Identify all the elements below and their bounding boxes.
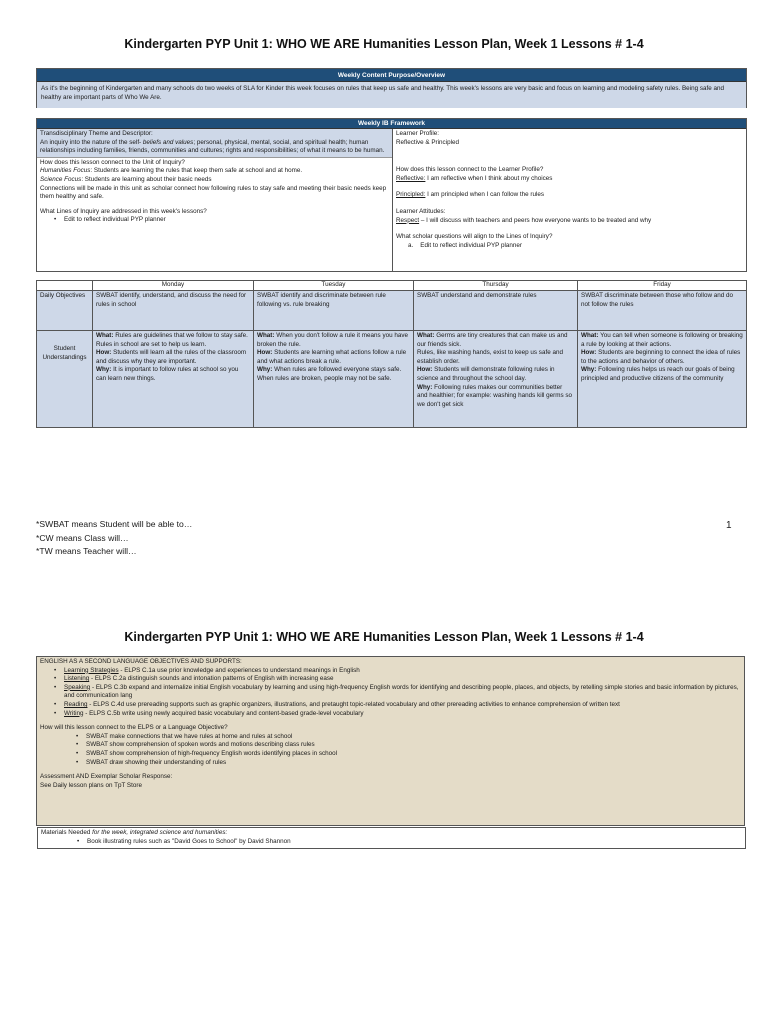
materials-label: Materials Needed for the week, integrated science and humanities: [41, 829, 228, 836]
understanding-cell: What: Germs are tiny creatures that can make us and our friends sick. Rules, like washing hands, exist to keep us safe and establish order. How: Students will demonstrate following rules in science and throughout the school day. Why: Following rules makes our communities better and healthier; for example: washing hands kill germs so we don't get sick [414, 331, 578, 428]
elps-box [36, 656, 745, 845]
respect-line: Respect – I will discuss with teachers and peers how everyone wants to be treated and why [396, 216, 652, 224]
understanding-cell: What: When you don't follow a rule it means you have broken the rule. How: Students are learning what actions follow a rule and what actions break a rule. Why: When rules are followed everyone stays safe. When rules are broken, people may not be safe. [254, 331, 414, 428]
ib-framework-box [36, 118, 747, 272]
page-title: Kindergarten PYP Unit 1: WHO WE ARE Humanities Lesson Plan, Week 1 Lessons # 1-4 [124, 37, 644, 51]
understanding-cell: What: Rules are guidelines that we follow to stay safe. Rules in school are set to help us learn. How: Students will learn all the rules of the classroom and discuss why they are important. Why: It is important to follow rules at school so you can learn new things. [93, 331, 254, 428]
assessment-text: See Daily lesson plans on TpT Store [40, 781, 142, 789]
principled-line: Principled: I am principled when I can follow the rules [396, 191, 545, 199]
footnote: *TW means Teacher will… [36, 546, 137, 556]
objective-cell: SWBAT identify and discriminate between rule following vs. rule breaking [254, 291, 414, 331]
materials-section [37, 827, 746, 849]
ib-header: Weekly IB Framework [37, 119, 746, 129]
science-focus: Science Focus: Students are learning about their basic needs [40, 175, 212, 183]
reflective-line: Reflective: I am reflective when I think about my choices [396, 174, 553, 182]
lines-item: • Edit to reflect individual PYP planner [64, 216, 389, 225]
connections-text: Connections will be made in this unit as scholar connect how following rules to stay safe and meeting their basic needs keep them healthy and safe. [40, 184, 387, 201]
corner-cell [37, 281, 93, 291]
elps-item: • Learning Strategies - ELPS C.1a use prior knowledge and experiences to understand meanings in English [64, 667, 741, 676]
theme-descriptor: An inquiry into the nature of the self- beliefs and values; personal, physical, mental, social, and spiritual health; human relationships including families, friends, communities and cultures; rights and responsibilities; of what it means to be human. [40, 138, 385, 155]
scholar-question: What scholar questions will align to the Lines of Inquiry? [396, 233, 553, 241]
footnote: *CW means Class will… [36, 532, 129, 543]
elps-header: ENGLISH AS A SECOND LANGUAGE OBJECTIVES AND SUPPORTS: [40, 658, 242, 665]
assessment-label: Assessment AND Exemplar Scholar Response: [40, 773, 173, 781]
row-label-understandings: Student Understandings [37, 331, 93, 428]
elps-item: • Writing - ELPS C.5b write using newly acquired basic vocabulary and content-based grade-level vocabulary [64, 710, 741, 719]
overview-header: Weekly Content Purpose/Overview [37, 69, 746, 82]
elps-connect-question: How will this lesson connect to the ELPS or a Language Objective? [40, 724, 228, 732]
day-header: Friday [578, 281, 747, 291]
scholar-item: a. Edit to reflect individual PYP planner [408, 241, 523, 249]
objective-cell: SWBAT discriminate between those who follow and do not follow the rules [578, 291, 747, 331]
day-header: Thursday [414, 281, 578, 291]
elps-item: • Reading - ELPS C.4d use prereading supports such as graphic organizers, illustrations, and pretaught topic-related vocabulary and other prereading activities to enhance comprehension of written text [64, 701, 741, 710]
elps-objective: • SWBAT show comprehension of spoken words and motions describing class rules [86, 741, 741, 750]
page-number: 1 [726, 520, 732, 531]
elps-item: • Listening - ELPS C.2a distinguish sounds and intonation patterns of English with increasing ease [64, 675, 741, 684]
learner-profile-question: How does this lesson connect to the Learner Profile? [396, 166, 544, 174]
elps-item: • Speaking - ELPS C.3b expand and internalize initial English vocabulary by learning and using high-frequency English words for identifying and describing people, places, and objects, by retelling simple stories and basic information by pictures, and communication lang [64, 684, 741, 701]
lines-question: What Lines of Inquiry are addressed in this week's lessons? [40, 207, 207, 215]
theme-label: Transdisciplinary Theme and Descriptor: [40, 130, 153, 137]
day-header: Monday [93, 281, 254, 291]
footnote: *SWBAT means Student will be able to… [36, 519, 193, 529]
materials-item: • Book illustrating rules such as "David Goes to School" by David Shannon [87, 838, 742, 847]
understanding-cell: What: You can tell when someone is following or breaking a rule by looking at their actions. How: Students are beginning to connect the idea of rules to the actions and behavior of others. Why: Following rules helps us reach our goals of being principled and productive citizens of the community [578, 331, 747, 428]
humanities-focus: Humanities Focus: Students are learning the rules that keep them safe at school and at home. [40, 167, 303, 175]
elps-objective: • SWBAT draw showing their understanding of rules [86, 759, 741, 768]
page-title-2: Kindergarten PYP Unit 1: WHO WE ARE Humanities Lesson Plan, Week 1 Lessons # 1-4 [124, 630, 644, 644]
ib-right-column [393, 129, 746, 272]
objective-cell: SWBAT understand and demonstrate rules [414, 291, 578, 331]
objective-cell: SWBAT identify, understand, and discuss the need for rules in school [93, 291, 254, 331]
day-header: Tuesday [254, 281, 414, 291]
weekly-overview-box [36, 68, 747, 108]
learner-profile-value: Reflective & Principled [396, 138, 459, 146]
unit-question: How does this lesson connect to the Unit of Inquiry? [40, 158, 185, 166]
attitudes-label: Learner Attitudes: [396, 207, 446, 215]
overview-text: As it's the beginning of Kindergarten and many schools do two weeks of SLA for Kinder this week focuses on rules that keep us safe and healthy. This week's lessons are very basic and focus on learning and modeling safety rules. Being safe and healthy are important parts of Who We Are. [37, 82, 746, 108]
weekly-schedule-table [36, 280, 747, 428]
elps-objective: • SWBAT make connections that we have rules at home and rules at school [86, 733, 741, 742]
footnotes [36, 518, 192, 559]
learner-profile-label: Learner Profile: [396, 130, 440, 137]
ib-left-column [37, 129, 393, 272]
elps-objective: • SWBAT show comprehension of high-frequency English words identifying places in school [86, 750, 741, 759]
row-label-objectives: Daily Objectives [37, 291, 93, 331]
